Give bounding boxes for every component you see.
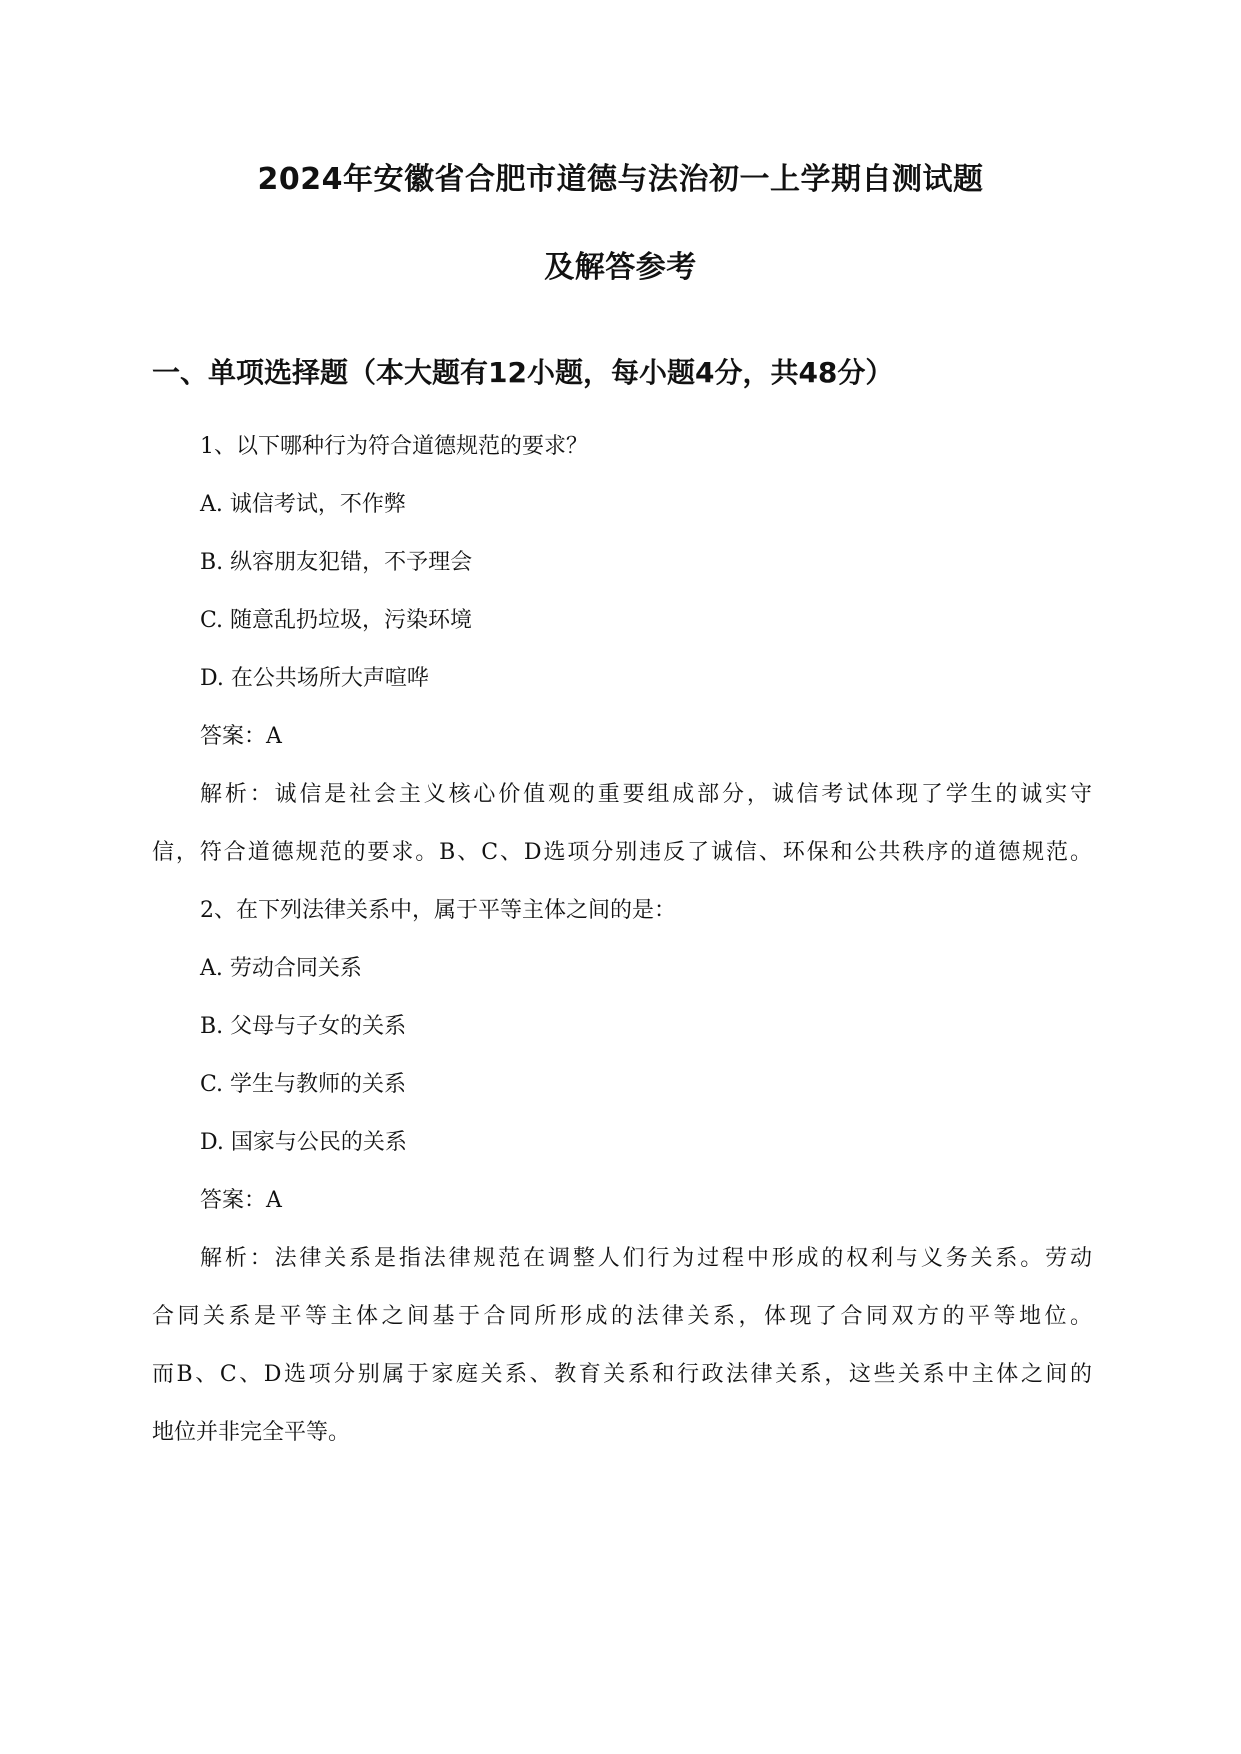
question-1-option-d: D. 在公共场所大声喧哗 xyxy=(200,666,429,691)
question-2-analysis-line-1: 解析：法律关系是指法律规范在调整人们行为过程中形成的权利与义务关系。劳动 xyxy=(200,1246,1092,1271)
question-1-option-a: A. 诚信考试，不作弊 xyxy=(200,492,406,517)
question-2-option-b: B. 父母与子女的关系 xyxy=(200,1014,407,1039)
question-2-option-a: A. 劳动合同关系 xyxy=(200,956,362,981)
document-title-line2: 及解答参考 xyxy=(544,250,697,285)
question-1-option-b: B. 纵容朋友犯错，不予理会 xyxy=(200,550,473,575)
question-1-analysis-line-2: 信，符合道德规范的要求。B、C、D选项分别违反了诚信、环保和公共秩序的道德规范。 xyxy=(152,840,1092,865)
question-1-option-c: C. 随意乱扔垃圾，污染环境 xyxy=(200,608,473,633)
question-2-option-d: D. 国家与公民的关系 xyxy=(200,1130,407,1155)
document-title-line1: 2024年安徽省合肥市道德与法治初一上学期自测试题 xyxy=(257,162,984,197)
question-2-option-c: C. 学生与教师的关系 xyxy=(200,1072,407,1097)
section-heading: 一、单项选择题（本大题有12小题，每小题4分，共48分） xyxy=(152,356,894,389)
question-1-answer: 答案：A xyxy=(200,724,282,749)
question-2-stem: 2、在下列法律关系中，属于平等主体之间的是： xyxy=(200,898,676,923)
question-2-analysis-line-4: 地位并非完全平等。 xyxy=(152,1420,351,1445)
question-2-answer: 答案：A xyxy=(200,1188,282,1213)
question-2-analysis-line-3: 而B、C、D选项分别属于家庭关系、教育关系和行政法律关系，这些关系中主体之间的 xyxy=(152,1362,1092,1387)
question-1-stem: 1、以下哪种行为符合道德规范的要求？ xyxy=(200,434,588,459)
question-2-analysis-line-2: 合同关系是平等主体之间基于合同所形成的法律关系，体现了合同双方的平等地位。 xyxy=(152,1304,1092,1329)
question-1-analysis-line-1: 解析：诚信是社会主义核心价值观的重要组成部分，诚信考试体现了学生的诚实守 xyxy=(200,782,1092,807)
